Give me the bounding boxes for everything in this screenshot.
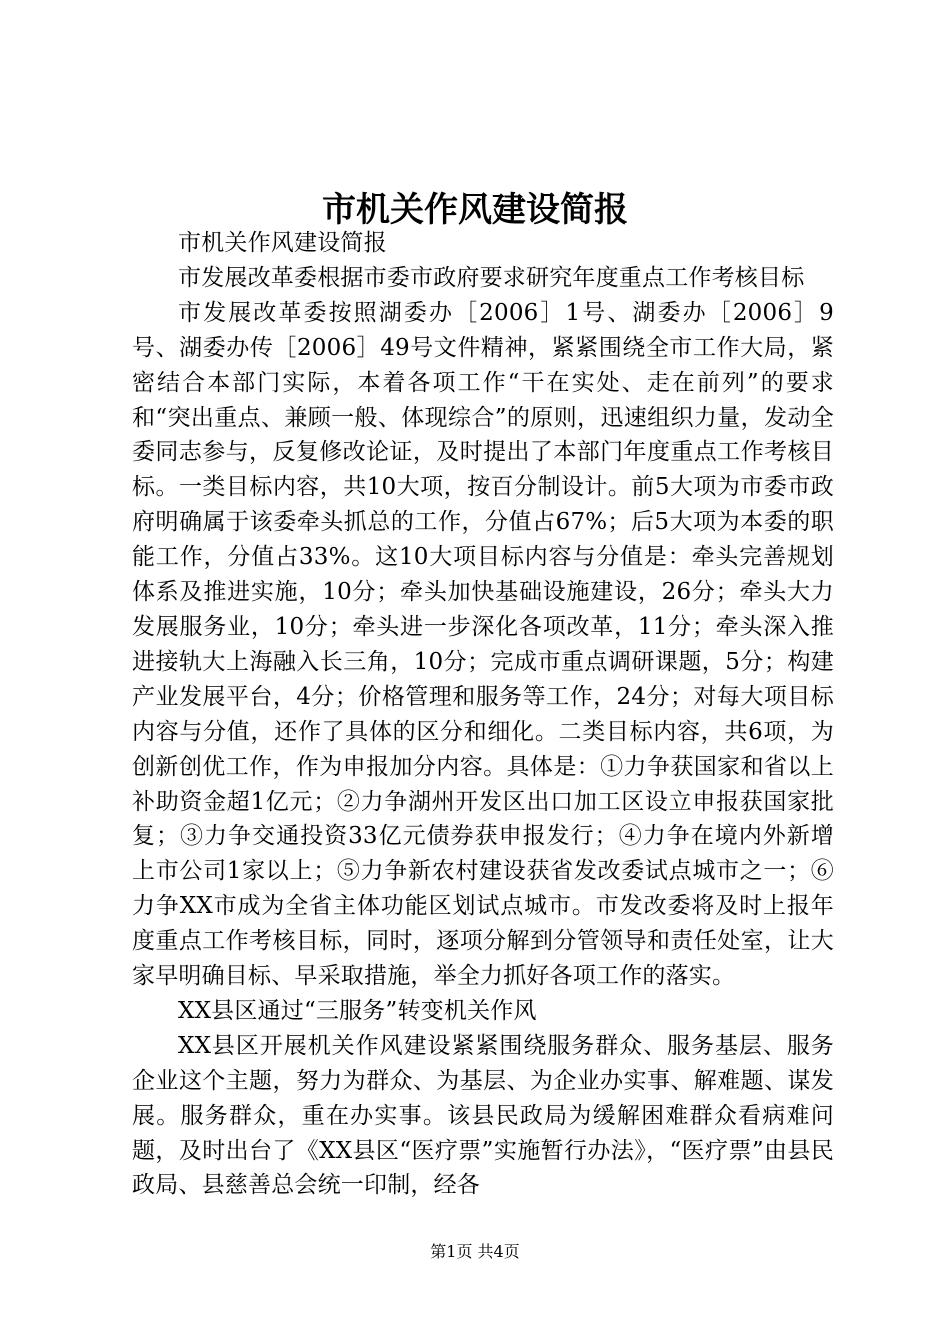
paragraph-section-heading-2: XX县区通过“三服务”转变机关作风 xyxy=(178,997,537,1024)
paragraph-section-heading-1: 市发展改革委根据市委市政府要求研究年度重点工作考核目标 xyxy=(178,264,805,291)
page-footer: 第1页 共4页 xyxy=(430,1242,520,1261)
paragraph-section-body-2: XX县区开展机关作风建设紧紧围绕服务群众、服务基层、服务企业这个主题，努力为群众、为基层、为企业办实事、解难题、谋发展。服务群众，重在办实事。该县民政局为缓解困难群众看病难问题，及时出台了《XX县区“医疗票”实施暂行办法》，“医疗票”由县民政局、县慈善总会统一印制，经各 xyxy=(132,1032,834,1199)
document-title: 市机关作风建设简报 xyxy=(322,190,628,230)
paragraph-section-body-1: 市发展改革委按照湖委办［2006］1号、湖委办［2006］9号、湖委办传［2006］49号文件精神，紧紧围绕全市工作大局，紧密结合本部门实际，本着各项工作“干在实处、走在前列”的要求和“突出重点、兼顾一般、体现综合”的原则，迅速组织力量，发动全委同志参与，反复修改论证，及时提出了本部门年度重点工作考核目标。一类目标内容，共10大项，按百分制设计。前5大项为市委市政府明确属于该委牵头抓总的工作，分值占67%；后5大项为本委的职能工作，分值占33%。这10大项目标内容与分值是：牵头完善规划体系及推进实施，10分；牵头加快基础设施建设，26分；牵头大力发展服务业，10分；牵头进一步深化各项改革，11分；牵头深入推进接轨大上海融入长三角，10分；完成市重点调研课题，5分；构建产业发展平台，4分；价格管理和服务等工作，24分；对每大项目标内容与分值，还作了具体的区分和细化。二类目标内容，共6项，为创新创优工作，作为申报加分内容。具体是：①力争获国家和省以上补助资金超1亿元；②力争湖州开发区出口加工区设立申报获国家批复；③力争交通投资33亿元债券获申报发行；④力争在境内外新增上市公司1家以上；⑤力争新农村建设获省发改委试点城市之一；⑥力争XX市成为全省主体功能区划试点城市。市发改委将及时上报年度重点工作考核目标，同时，逐项分解到分管领导和责任处室，让大家早明确目标、早采取措施，举全力抓好各项工作的落实。 xyxy=(132,299,834,990)
document-body xyxy=(132,226,834,1203)
paragraph-report-heading: 市机关作风建设简报 xyxy=(178,230,387,256)
